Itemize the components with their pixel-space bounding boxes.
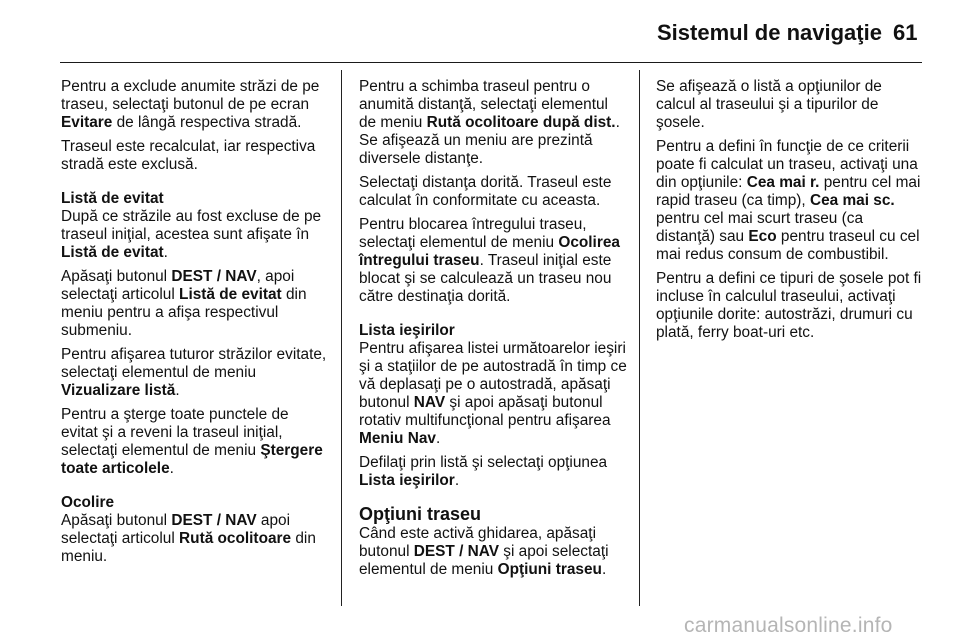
watermark: carmanualsonline.info (684, 614, 893, 637)
page-header-title: Sistemul de navigaţie (657, 20, 882, 45)
section-block: Ocolire Apăsaţi butonul DEST / NAV apoi selectaţi articolul Rută ocolitoare din meniu. (61, 494, 329, 566)
subheading-avoid-list: Listă de evitat (61, 190, 164, 207)
page-number: 61 (893, 20, 918, 45)
column-3 (656, 78, 924, 348)
paragraph: Selectaţi distanţa dorită. Traseul este calculat în conformitate cu aceasta. (359, 174, 612, 209)
paragraph: Apăsaţi butonul DEST / NAV, apoi selectaţi articolul Listă de evitat din meniu pentru a afişa respectivul submeniu. (61, 268, 307, 339)
column-1 (61, 78, 329, 572)
subheading-detour: Ocolire (61, 494, 115, 511)
paragraph: Pentru a exclude anumite străzi de pe traseu, selectaţi butonul de pe ecran Evitare de lângă respectiva stradă. (61, 78, 320, 131)
subheading-exit-list: Lista ieşirilor (359, 322, 455, 339)
paragraph: Pentru afişarea tuturor străzilor evitate, selectaţi elementul de meniu Vizualizare listă. (61, 346, 327, 399)
paragraph: Pentru a defini ce tipuri de şosele pot fi incluse în calculul traseului, activaţi opţiunile dorite: autostrăzi, drumuri cu plată, ferry boat-uri etc. (656, 270, 922, 341)
paragraph: Traseul este recalculat, iar respectiva stradă este exclusă. (61, 138, 316, 173)
section-title-route-options: Opţiuni traseu (359, 504, 482, 524)
paragraph: Pentru blocarea întregului traseu, selectaţi elementul de meniu Ocolirea întregului traseu. Traseul iniţial este blocat şi se calculează un traseu nou către destinaţia dorită. (359, 216, 620, 305)
column-2 (359, 78, 627, 585)
column-divider-2 (639, 70, 640, 606)
paragraph: Pentru a şterge toate punctele de evitat şi a reveni la traseul iniţial, selectaţi elementul de meniu Ştergere toate articolele. (61, 406, 323, 477)
paragraph: Pentru a defini în funcţie de ce criterii poate fi calculat un traseu, activaţi una din opţiunile: Cea mai r. pentru cel mai rapid traseu (ca timp), Cea mai sc. pentru cel mai scurt traseu (ca distanţă) sau Eco pentru traseul cu cel mai redus consum de combustibil. (656, 138, 921, 263)
paragraph: Defilaţi prin listă şi selectaţi opţiunea Lista ieşirilor. (359, 454, 608, 489)
header-divider (60, 62, 922, 63)
section-block: Opţiuni traseu Când este activă ghidarea, apăsaţi butonul DEST / NAV şi apoi selectaţi elementul de meniu Opţiuni traseu. (359, 504, 627, 579)
column-divider-1 (341, 70, 342, 606)
paragraph: Pentru a schimba traseul pentru o anumită distanţă, selectaţi elementul de meniu Rută ocolitoare după dist.. Se afişează un meniu are prezintă diversele distanţe. (359, 78, 620, 167)
paragraph: Se afişează o listă a opţiunilor de calcul al traseului şi a tipurilor de şosele. (656, 78, 882, 131)
section-block: Listă de evitat După ce străzile au fost excluse de pe traseul iniţial, acestea sunt afişate în Listă de evitat. (61, 190, 329, 262)
section-block: Lista ieşirilor Pentru afişarea listei următoarelor ieşiri şi a staţiilor de pe autostradă în timp ce vă deplasaţi pe o autostradă, apăsaţi butonul NAV şi apoi apăsaţi butonul rotativ multifuncţional pentru afişarea Meniu Nav. (359, 322, 627, 447)
